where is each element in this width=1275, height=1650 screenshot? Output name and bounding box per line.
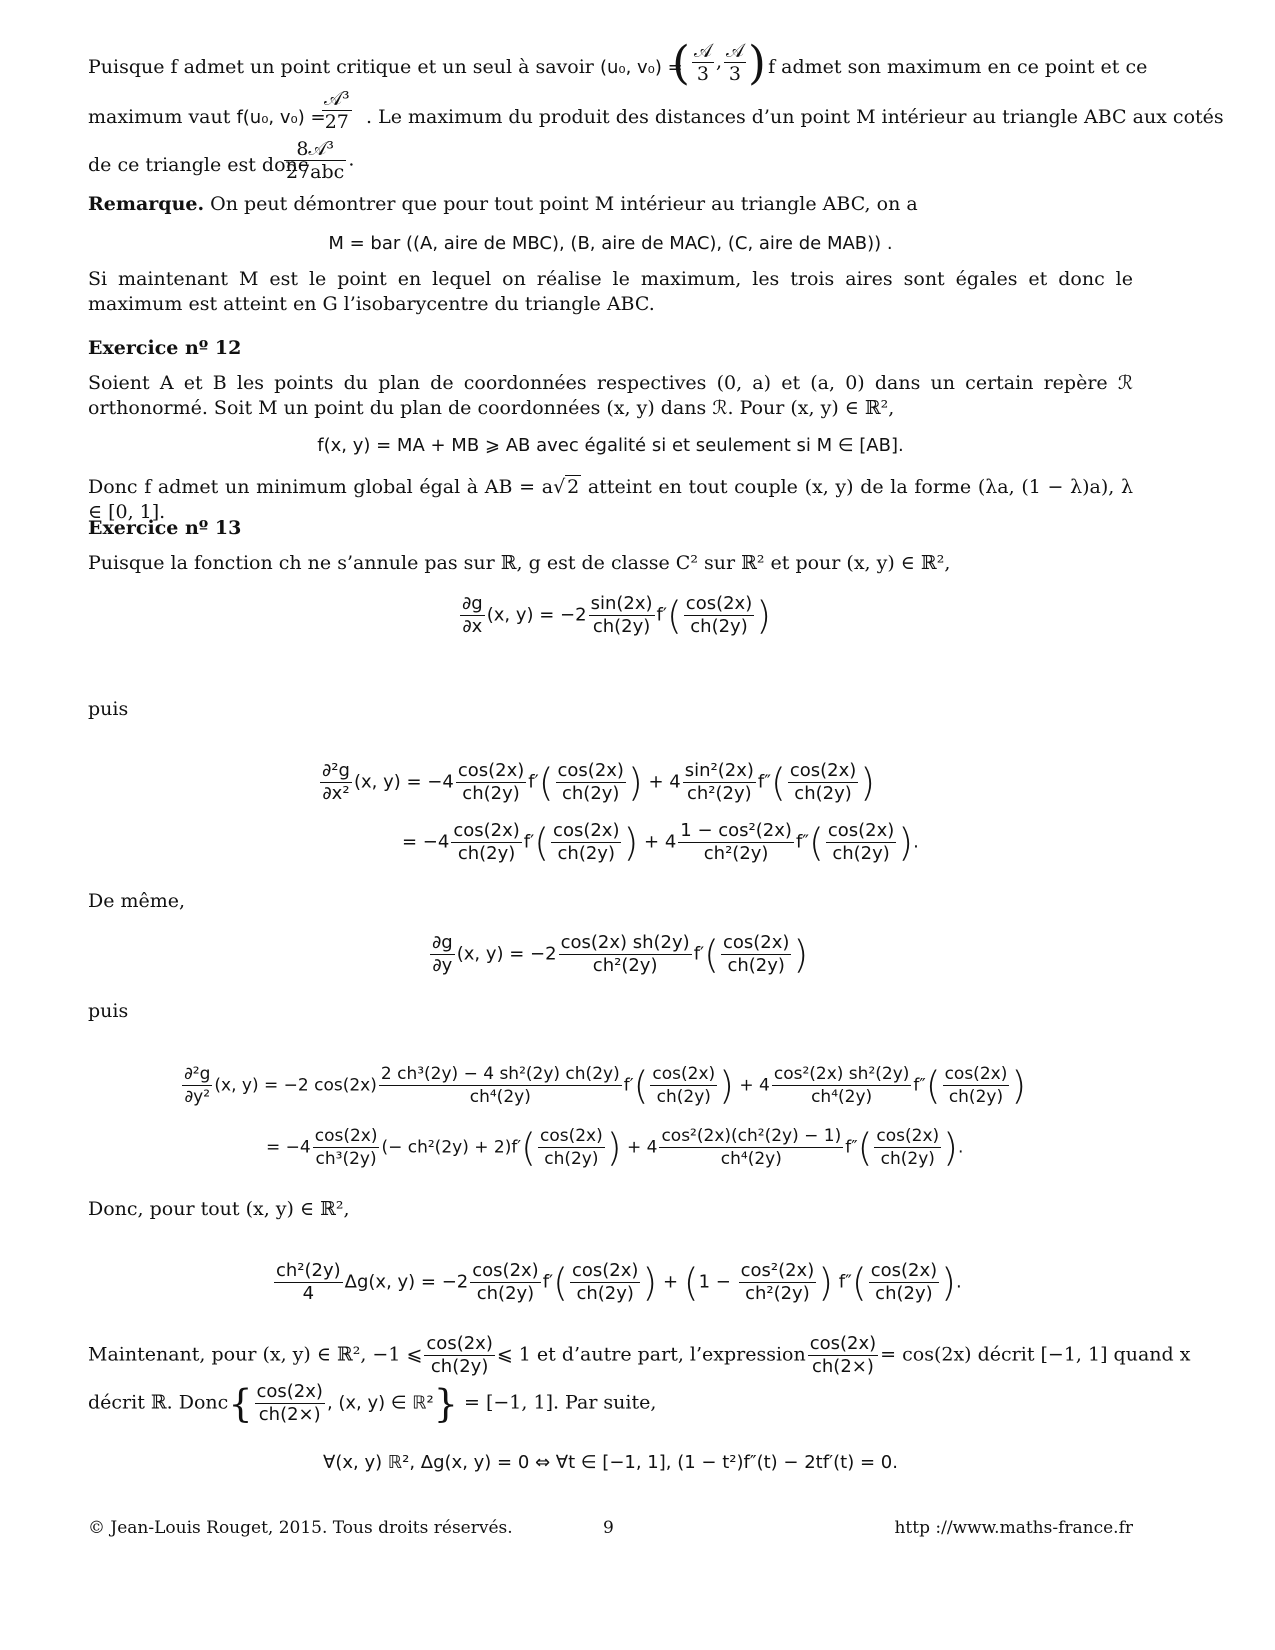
remark-formula: M = bar ((A, aire de MBC), (B, aire de MAC), (C, aire de MAB)) . <box>328 233 893 254</box>
equation-d2g-dy2: $\frac{\text{∂²g}}{\text{∂y²}}$ (x, y) = −2 cos(2x) $\frac{\text{2 ch³(2y) − 4 sh²(2y) ch(2y)}}{\text{ch⁴(2y)}}$ f′( $\frac{\cos(2x)}{ch(2y)}$ ) + 4 $\frac{\text{cos²(2x) sh²(2y)}}{\text{ch⁴(2y)}}$ f″( $\frac{\cos(2x)}{ch(2y)}$ ) <box>184 1063 1027 1108</box>
exercise-intro: Puisque la fonction ch ne s’annule pas sur ℝ, g est de classe C² sur ℝ² et pour (x, y) ∈ ℝ², <box>88 552 951 574</box>
remark-label: Remarque. <box>88 193 205 215</box>
text-decrit: décrit ℝ. Donc{ $\frac{\cos(2x)}{ch(2\times)}$ , (x, y) ∈ ℝ²} = [−1, 1]. Par suite, <box>88 1381 657 1426</box>
site-url: http ://www.maths-france.fr <box>894 1518 1133 1538</box>
text-puis: puis <box>88 698 129 720</box>
math: (u₀, v₀) = <box>599 57 683 78</box>
frac-den: 3 <box>696 63 709 85</box>
exercise-13 <box>88 515 1191 1473</box>
frac-den: 27abc <box>286 161 345 183</box>
final-equivalence: ∀(x, y) ℝ², Δg(x, y) = 0 ⇔ ∀t ∈ [−1, 1], (1 − t²)f″(t) − 2tf′(t) = 0. <box>323 1452 898 1473</box>
math: f(u₀, v₀) = <box>236 107 326 128</box>
text-puis: puis <box>88 1000 129 1022</box>
text-de-meme: De même, <box>88 890 186 912</box>
text: , f admet son maximum en ce point et ce <box>756 56 1148 78</box>
exercise-title: Exercice nº 12 <box>88 337 242 359</box>
text-donc: Donc, pour tout (x, y) ∈ ℝ², <box>88 1198 350 1220</box>
remark: Remarque. On peut démontrer que pour tout point M intérieur au triangle ABC, on a M = bar ((A, aire de MBC), (B, aire de MAC), (C, aire de MAB)) . Si maintenant M est le point en lequel on réalise le maximum, les trois aires sont égales et donc le maximum est atteint en G l’isobarycentre du triangle ABC. <box>88 193 1133 315</box>
text-maintenant: Maintenant, pour (x, y) ∈ ℝ², −1 ⩽ $\frac{\cos(2x)}{ch(2y)}$ ⩽ 1 et d’autre part, l’expression $\frac{\cos(2x)}{ch(2\times)}$ = cos(2x) décrit [−1, 1] quand x <box>88 1333 1191 1377</box>
exercise-conclusion: Donc f admet un minimum global égal à AB = a√ 2 atteint en tout couple (x, y) de la forme (λa, (1 − λ)a), λ ∈ [0, 1]. <box>88 476 1134 523</box>
frac-num: 𝒜 <box>725 40 744 62</box>
equation-d2g-dx2-line2: = −4 $\frac{\cos(2x)}{ch(2y)}$ f′( $\frac{\cos(2x)}{ch(2y)}$ ) + 4 $\frac{\text{1 − cos²(2x)}}{\text{ch²(2y)}}$ f″( $\frac{\cos(2x)}{ch(2y)}$ ). <box>402 820 919 865</box>
text: . Le maximum du produit des distances d’un point M intérieur au triangle ABC aux cotés <box>366 106 1224 128</box>
text: Puisque f admet un point critique et un seul à savoir <box>88 56 594 78</box>
equation-dg-dy: $\frac{\partial g}{\partial y}$ (x, y) = −2 $\frac{\cos(2x) sh(2y)}{\text{ch²(2y)}}$ f′( $\frac{\cos(2x)}{ch(2y)}$ ) <box>432 932 809 977</box>
copyright: © Jean-Louis Rouget, 2015. Tous droits réservés. <box>88 1518 513 1538</box>
exercise-12 <box>88 335 1133 525</box>
text: de ce triangle est donc <box>88 154 309 176</box>
equation-laplacian: $\frac{\text{ch²(2y)}}{4}$ Δg(x, y) = −2 $\frac{\cos(2x)}{ch(2y)}$ f′( $\frac{\cos(2x)}{ch(2y)}$ ) + (1 − $\frac{\text{cos²(2x)}}{\text{ch²(2y)}}$ ) f″( $\frac{\cos(2x)}{ch(2y)}$ ). <box>276 1260 962 1305</box>
remark-conclusion: Si maintenant M est le point en lequel on réalise le maximum, les trois aires sont égales et donc le maximum est atteint en G l’isobarycentre du triangle ABC. <box>88 268 1133 315</box>
page-number: 9 <box>603 1518 614 1538</box>
equation-dg-dx: $\frac{\partial g}{\partial x}$ (x, y) = −2 $\frac{\sin(2x)}{ch(2y)}$ f′( $\frac{\cos(2x)}{ch(2y)}$ ) <box>462 593 772 638</box>
equation-d2g-dx2: $\frac{\text{∂²g}}{\text{∂x²}}$ (x, y) = −4 $\frac{\cos(2x)}{ch(2y)}$ f′( $\frac{\cos(2x)}{ch(2y)}$ ) + 4 $\frac{\text{sin²(2x)}}{\text{ch²(2y)}}$ f″( $\frac{\cos(2x)}{ch(2y)}$ ) <box>322 760 876 805</box>
exercise-formula: f(x, y) = MA + MB ⩾ AB avec égalité si et seulement si M ∈ [AB]. <box>317 435 904 456</box>
frac-num: 𝒜 <box>693 40 712 62</box>
frac-num: 8𝒜³ <box>284 138 346 161</box>
equation-d2g-dy2-line2: = −4 $\frac{\cos(2x)}{\text{ch³(2y)}}$ (− ch²(2y) + 2)f′( $\frac{\cos(2x)}{ch(2y)}$ ) + 4 $\frac{\text{cos²(2x)(ch²(2y) − 1)}}{\text{ch⁴(2y)}}$ f″( $\frac{\cos(2x)}{ch(2y)}$ ). <box>266 1125 964 1170</box>
text: maximum vaut <box>88 106 231 128</box>
exercise-text: Soient A et B les points du plan de coordonnées respectives (0, a) et (a, 0) dans un certain repère ℛ orthonormé. Soit M un point du plan de coordonnées (x, y) dans ℛ. Pour (x, y) ∈ ℝ², <box>88 372 1133 419</box>
exercise-title: Exercice nº 13 <box>88 517 242 539</box>
frac-den: 3 <box>728 63 742 85</box>
frac-den: 27 <box>324 111 349 133</box>
frac-num: 𝒜³ <box>324 88 350 110</box>
